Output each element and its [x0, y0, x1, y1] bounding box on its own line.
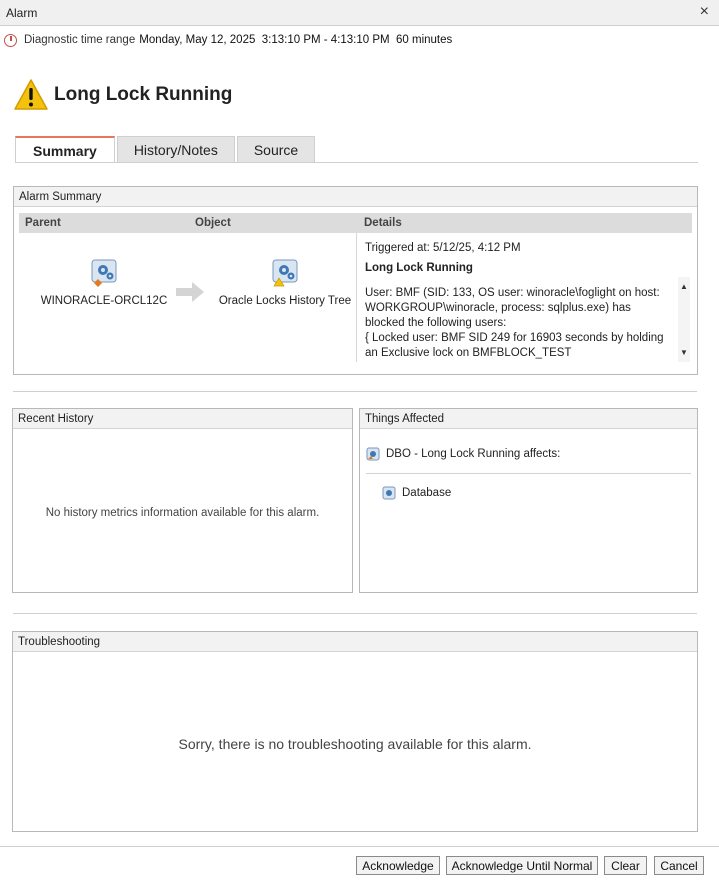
alarm-header	[13, 78, 232, 112]
diagnostic-time-range	[4, 31, 452, 49]
window-title: Alarm	[6, 6, 38, 20]
things-affected-title: Things Affected	[360, 409, 697, 429]
details-body: User: BMF (SID: 133, OS user: winoracle\foglight on host: WORKGROUP\winoracle, process: sqlplus.exe) has blocked the following users: { Locked user: BMF SID 249 for 16903 seconds by holding an Exclusive lock on BMFBLOCK_TEST	[365, 287, 664, 359]
triggered-time: Triggered at: 5/12/25, 4:12 PM	[365, 242, 521, 254]
time-range-label: Diagnostic time range	[24, 34, 136, 46]
troubleshooting-panel	[12, 631, 698, 832]
divider	[13, 391, 697, 392]
warning-icon	[13, 78, 49, 112]
scroll-up-icon[interactable]: ▲	[680, 282, 688, 291]
alarm-summary-title: Alarm Summary	[14, 187, 697, 207]
clock-icon	[4, 34, 17, 47]
tab-source[interactable]: Source	[237, 136, 315, 163]
details-title: Long Lock Running	[365, 262, 473, 274]
time-range-value: Monday, May 12, 2025 3:13:10 PM - 4:13:10 PM 60 minutes	[139, 34, 453, 46]
recent-history-panel	[12, 408, 353, 593]
column-object: Object	[195, 217, 231, 229]
tab-bar	[15, 136, 317, 163]
troubleshooting-title: Troubleshooting	[13, 632, 697, 652]
recent-history-message: No history metrics information available for this alarm.	[45, 507, 320, 519]
recent-history-title: Recent History	[13, 409, 352, 429]
tab-underline	[15, 162, 698, 163]
object-name: Oracle Locks History Tree	[218, 295, 352, 307]
affected-item-label: Database	[402, 487, 452, 499]
window-titlebar	[0, 0, 719, 26]
object-node[interactable]	[200, 257, 370, 307]
divider	[13, 613, 697, 614]
database-gear-warning-icon	[270, 257, 300, 287]
column-details: Details	[364, 217, 402, 229]
database-icon	[382, 486, 396, 500]
details-scrollbar[interactable]	[678, 277, 690, 362]
details-pane	[356, 233, 690, 362]
affected-item-database[interactable]	[382, 486, 451, 500]
close-icon[interactable]: ×	[699, 3, 709, 20]
footer-divider	[0, 846, 719, 847]
affects-heading	[366, 447, 560, 461]
database-icon	[366, 447, 380, 461]
things-affected-panel	[359, 408, 698, 593]
summary-column-headers	[19, 213, 692, 233]
affects-heading-text: DBO - Long Lock Running affects:	[386, 448, 561, 460]
scroll-down-icon[interactable]: ▼	[680, 348, 688, 357]
column-parent: Parent	[25, 217, 61, 229]
database-gear-icon	[89, 257, 119, 287]
tab-summary[interactable]: Summary	[15, 136, 115, 163]
clear-button[interactable]: Clear	[604, 856, 647, 875]
acknowledge-until-normal-button[interactable]: Acknowledge Until Normal	[446, 856, 598, 875]
troubleshooting-message: Sorry, there is no troubleshooting available for this alarm.	[178, 736, 532, 752]
cancel-button[interactable]: Cancel	[654, 856, 704, 875]
acknowledge-button[interactable]: Acknowledge	[356, 856, 440, 875]
alarm-title: Long Lock Running	[54, 84, 233, 105]
tab-history-notes[interactable]: History/Notes	[117, 136, 235, 163]
parent-name: WINORACLE-ORCL12C	[40, 295, 168, 307]
alarm-summary-panel	[13, 186, 698, 375]
affects-divider	[366, 473, 691, 474]
parent-node[interactable]	[34, 257, 174, 307]
